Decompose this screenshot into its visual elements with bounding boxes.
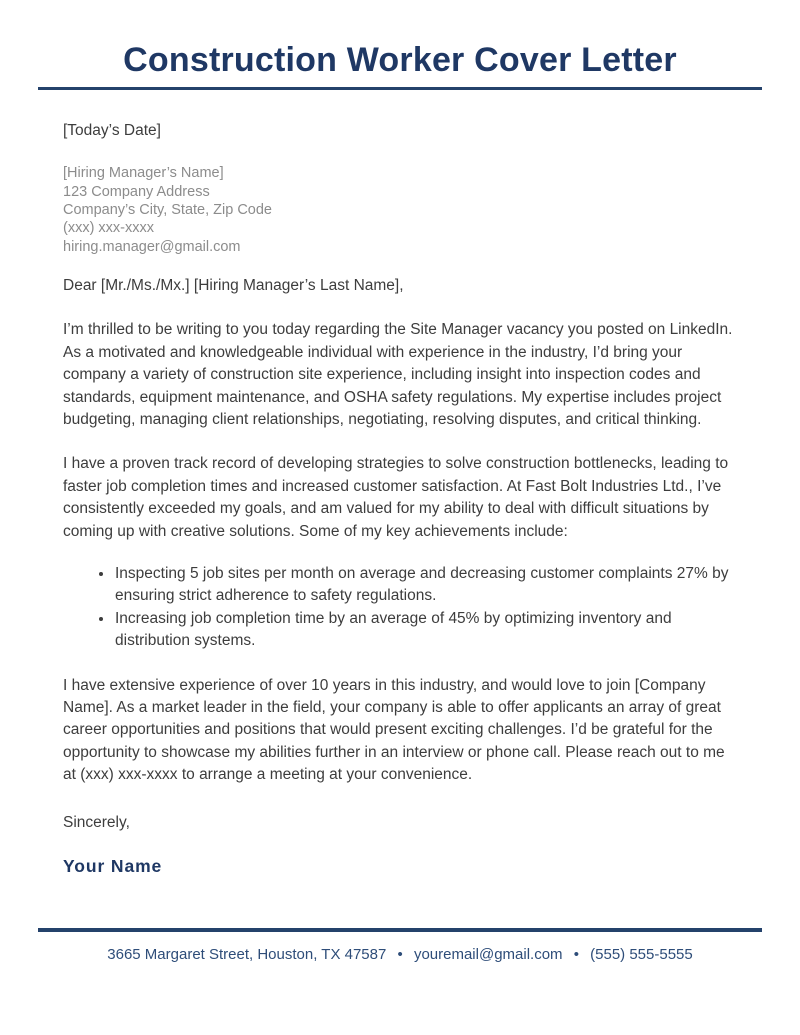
footer-address: 3665 Margaret Street, Houston, TX 47587 (107, 946, 387, 963)
page-title: Construction Worker Cover Letter (123, 41, 677, 79)
footer-separator-dot: • (397, 946, 403, 963)
footer-phone: (555) 555-5555 (590, 946, 693, 963)
achievement-item: • Inspecting 5 job sites per month on average and decreasing customer complaints 27% by ensuring strict adherence to safety regulations. (114, 563, 737, 608)
recipient-block (63, 164, 737, 255)
letter-body (0, 120, 800, 877)
document-footer (38, 928, 762, 964)
paragraph-intro: I’m thrilled to be writing to you today regarding the Site Manager vacancy you posted on LinkedIn. As a motivated and knowledgeable individual with experience in the industry, I’d bring your company a variety of construction site experience, including insight into inspection codes and standards, equipment maintenance, and OSHA safety regulations. My expertise includes project budgeting, managing client relationships, negotiating, resolving disputes, and critical thinking. (63, 321, 733, 428)
achievements-list (63, 563, 737, 653)
date-line: [Today’s Date] (63, 122, 161, 139)
footer-email: youremail@gmail.com (413, 946, 563, 963)
recipient-phone: (xxx) xxx-xxxx (63, 220, 155, 237)
footer-contact (38, 946, 762, 964)
recipient-street: 123 Company Address (63, 183, 210, 200)
paragraph-closing: I have extensive experience of over 10 years in this industry, and would love to join [Company Name]. As a market leader in the field, your company is able to offer applicants an array of great career opportunities and positions that would present exciting challenges. I’d be grateful for the opportunity to showcase my abilities further in an interview or phone call. Please reach out to me at (xxx) xxx-xxxx to arrange a meeting at your convenience. (63, 676, 725, 784)
signature-name: Your Name (63, 856, 163, 877)
recipient-email: hiring.manager@gmail.com (63, 238, 241, 255)
footer-separator-dot: • (573, 946, 579, 963)
achievement-item: • Increasing job completion time by an average of 45% by optimizing inventory and distribution systems. (114, 608, 737, 653)
paragraph-track-record: I have a proven track record of developing strategies to solve construction bottlenecks, leading to faster job completion times and increased customer satisfaction. At Fast Bolt Industries Ltd., I’ve consistently exceeded my goals, and am valued for my ability to deal with difficult situations by coming up with creative solutions. Some of my key achievements include: (63, 455, 729, 540)
recipient-city-state-zip: Company’s City, State, Zip Code (63, 202, 272, 218)
document-header (0, 0, 800, 90)
title-divider (38, 87, 762, 90)
salutation: Dear [Mr./Ms./Mx.] [Hiring Manager’s Last Name], (63, 276, 404, 294)
recipient-name: [Hiring Manager’s Name] (63, 165, 224, 182)
signoff: Sincerely, (63, 813, 130, 831)
